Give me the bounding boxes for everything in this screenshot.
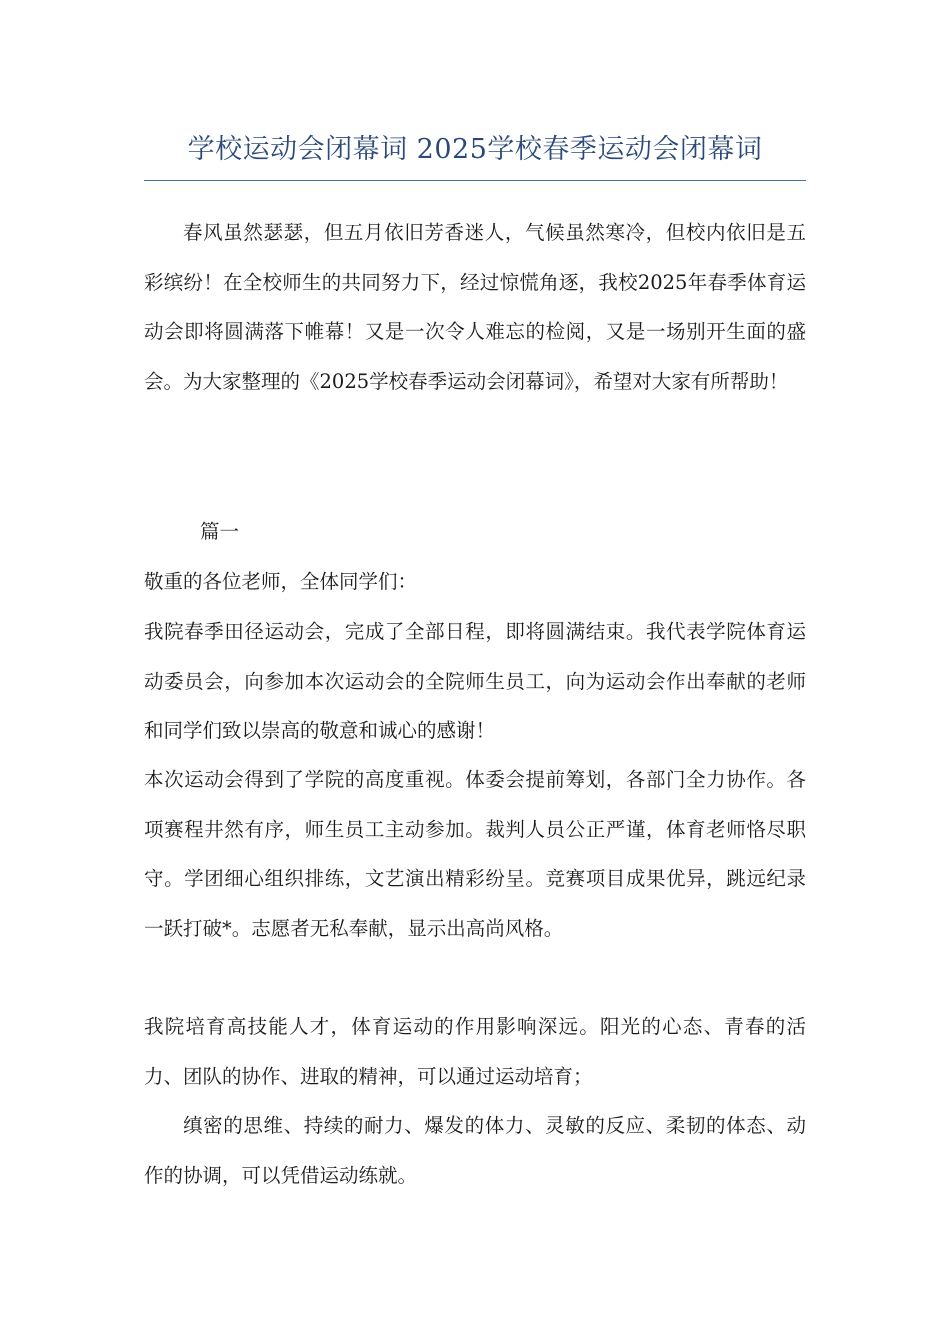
body-paragraph: 本次运动会得到了学院的高度重视。体委会提前筹划，各部门全力协作。各项赛程井然有序，师生员工主动参加。裁判人员公正严谨，体育老师恪尽职守。学团细心组织排练，文艺演出精彩纷呈。竞赛项目成果优异，跳远纪录一跃打破*。志愿者无私奉献，显示出高尚风格。 — [144, 768, 806, 940]
body-paragraph: 我院培育高技能人才，体育运动的作用影响深远。阳光的心态、青春的活力、团队的协作、进取的精神，可以通过运动培育； — [144, 1015, 806, 1088]
document-title: 学校运动会闭幕词 2025学校春季运动会闭幕词 — [187, 134, 763, 165]
section-label: 篇一 — [200, 520, 240, 543]
intro-paragraph: 春风虽然瑟瑟，但五月依旧芳香迷人，气候虽然寒冷，但校内依旧是五彩缤纷！在全校师生的共同努力下，经过惊慌角逐，我校2025年春季体育运动会即将圆满落下帷幕！又是一次令人难忘的检阅，又是一场别开生面的盛会。为大家整理的《2025学校春季运动会闭幕词》，希望对大家有所帮助！ — [144, 221, 806, 393]
body-paragraph: 缜密的思维、持续的耐力、爆发的体力、灵敏的反应、柔韧的体态、动作的协调，可以凭借运动练就。 — [144, 1114, 806, 1187]
title-underline — [144, 180, 806, 181]
salutation-paragraph: 敬重的各位老师，全体同学们： — [144, 570, 418, 593]
body-paragraph: 我院春季田径运动会，完成了全部日程，即将圆满结束。我代表学院体育运动委员会，向参加本次运动会的全院师生员工，向为运动会作出奉献的老师和同学们致以崇高的敬意和诚心的感谢！ — [144, 620, 806, 742]
